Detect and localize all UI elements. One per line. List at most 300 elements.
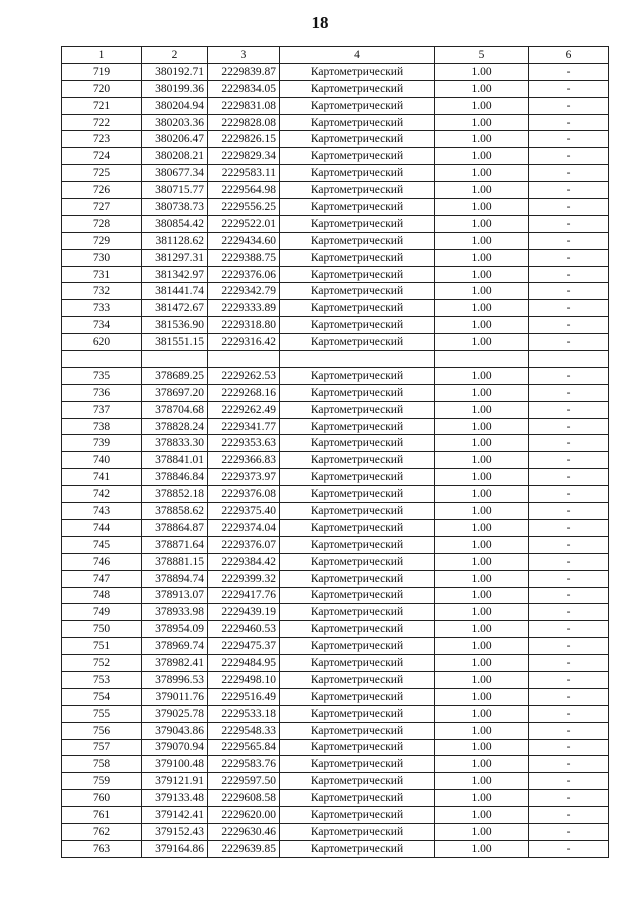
y-coordinate-cell: 2229399.32 xyxy=(208,570,280,587)
point-number-cell: 749 xyxy=(62,604,142,621)
error-cell: 1.00 xyxy=(435,232,529,249)
table-row xyxy=(62,671,609,688)
note-cell: - xyxy=(529,114,609,131)
error-cell: 1.00 xyxy=(435,638,529,655)
method-cell: Картометрический xyxy=(280,604,435,621)
y-coordinate-cell: 2229828.08 xyxy=(208,114,280,131)
error-cell: 1.00 xyxy=(435,418,529,435)
error-cell: 1.00 xyxy=(435,503,529,520)
note-cell: - xyxy=(529,756,609,773)
table-row xyxy=(62,148,609,165)
y-coordinate-cell: 2229384.42 xyxy=(208,553,280,570)
x-coordinate-cell: 381297.31 xyxy=(142,249,208,266)
method-cell: Картометрический xyxy=(280,688,435,705)
method-cell: Картометрический xyxy=(280,283,435,300)
column-header: 6 xyxy=(529,47,609,64)
table-row xyxy=(62,334,609,351)
method-cell: Картометрический xyxy=(280,705,435,722)
table-row xyxy=(62,840,609,857)
error-cell: 1.00 xyxy=(435,519,529,536)
point-number-cell: 756 xyxy=(62,722,142,739)
table-row xyxy=(62,401,609,418)
table-row xyxy=(62,266,609,283)
y-coordinate-cell: 2229829.34 xyxy=(208,148,280,165)
error-cell: 1.00 xyxy=(435,739,529,756)
note-cell: - xyxy=(529,232,609,249)
method-cell: Картометрический xyxy=(280,823,435,840)
table-row xyxy=(62,604,609,621)
point-number-cell: 725 xyxy=(62,165,142,182)
y-coordinate-cell: 2229268.16 xyxy=(208,384,280,401)
table-row xyxy=(62,114,609,131)
error-cell: 1.00 xyxy=(435,131,529,148)
x-coordinate-cell: 380854.42 xyxy=(142,215,208,232)
column-header: 2 xyxy=(142,47,208,64)
method-cell: Картометрический xyxy=(280,570,435,587)
table-row xyxy=(62,638,609,655)
error-cell: 1.00 xyxy=(435,334,529,351)
error-cell: 1.00 xyxy=(435,773,529,790)
error-cell: 1.00 xyxy=(435,114,529,131)
x-coordinate-cell: 378996.53 xyxy=(142,671,208,688)
y-coordinate-cell: 2229475.37 xyxy=(208,638,280,655)
y-coordinate-cell: 2229834.05 xyxy=(208,80,280,97)
error-cell: 1.00 xyxy=(435,199,529,216)
point-number-cell: 750 xyxy=(62,621,142,638)
method-cell: Картометрический xyxy=(280,655,435,672)
point-number-cell: 752 xyxy=(62,655,142,672)
point-number-cell: 719 xyxy=(62,63,142,80)
method-cell: Картометрический xyxy=(280,503,435,520)
x-coordinate-cell: 380203.36 xyxy=(142,114,208,131)
error-cell: 1.00 xyxy=(435,317,529,334)
x-coordinate-cell: 378852.18 xyxy=(142,486,208,503)
note-cell: - xyxy=(529,536,609,553)
note-cell: - xyxy=(529,131,609,148)
point-number-cell: 730 xyxy=(62,249,142,266)
method-cell: Картометрический xyxy=(280,452,435,469)
table-row xyxy=(62,249,609,266)
note-cell: - xyxy=(529,722,609,739)
error-cell: 1.00 xyxy=(435,553,529,570)
x-coordinate-cell: 381472.67 xyxy=(142,300,208,317)
x-coordinate-cell: 380677.34 xyxy=(142,165,208,182)
x-coordinate-cell: 378982.41 xyxy=(142,655,208,672)
note-cell: - xyxy=(529,97,609,114)
method-cell: Картометрический xyxy=(280,317,435,334)
method-cell: Картометрический xyxy=(280,80,435,97)
coordinates-table xyxy=(61,46,609,858)
error-cell: 1.00 xyxy=(435,604,529,621)
method-cell: Картометрический xyxy=(280,384,435,401)
point-number-cell: 726 xyxy=(62,182,142,199)
table-row xyxy=(62,655,609,672)
x-coordinate-cell: 381551.15 xyxy=(142,334,208,351)
point-number-cell: 741 xyxy=(62,469,142,486)
point-number-cell: 759 xyxy=(62,773,142,790)
note-cell: - xyxy=(529,435,609,452)
note-cell: - xyxy=(529,739,609,756)
error-cell: 1.00 xyxy=(435,621,529,638)
note-cell: - xyxy=(529,519,609,536)
x-coordinate-cell: 379164.86 xyxy=(142,840,208,857)
y-coordinate-cell: 2229516.49 xyxy=(208,688,280,705)
page-number: 18 xyxy=(311,13,329,32)
x-coordinate-cell: 379133.48 xyxy=(142,790,208,807)
y-coordinate-cell: 2229262.53 xyxy=(208,367,280,384)
table-row xyxy=(62,570,609,587)
y-coordinate-cell: 2229374.04 xyxy=(208,519,280,536)
point-number-cell: 736 xyxy=(62,384,142,401)
point-number-cell: 721 xyxy=(62,97,142,114)
note-cell: - xyxy=(529,503,609,520)
error-cell: 1.00 xyxy=(435,283,529,300)
error-cell: 1.00 xyxy=(435,165,529,182)
note-cell: - xyxy=(529,199,609,216)
x-coordinate-cell: 378969.74 xyxy=(142,638,208,655)
y-coordinate-cell: 2229375.40 xyxy=(208,503,280,520)
point-number-cell: 755 xyxy=(62,705,142,722)
method-cell: Картометрический xyxy=(280,334,435,351)
error-cell: 1.00 xyxy=(435,705,529,722)
error-cell: 1.00 xyxy=(435,587,529,604)
x-coordinate-cell: 378881.15 xyxy=(142,553,208,570)
point-number-cell: 737 xyxy=(62,401,142,418)
note-cell: - xyxy=(529,705,609,722)
note-cell: - xyxy=(529,317,609,334)
method-cell: Картометрический xyxy=(280,418,435,435)
error-cell: 1.00 xyxy=(435,384,529,401)
x-coordinate-cell: 379152.43 xyxy=(142,823,208,840)
y-coordinate-cell: 2229318.80 xyxy=(208,317,280,334)
point-number-cell xyxy=(62,351,142,368)
x-coordinate-cell: 380715.77 xyxy=(142,182,208,199)
y-coordinate-cell: 2229597.50 xyxy=(208,773,280,790)
note-cell: - xyxy=(529,553,609,570)
x-coordinate-cell: 381441.74 xyxy=(142,283,208,300)
y-coordinate-cell: 2229548.33 xyxy=(208,722,280,739)
table-row xyxy=(62,469,609,486)
point-number-cell: 732 xyxy=(62,283,142,300)
point-number-cell: 746 xyxy=(62,553,142,570)
table-row xyxy=(62,215,609,232)
note-cell: - xyxy=(529,773,609,790)
y-coordinate-cell: 2229630.46 xyxy=(208,823,280,840)
note-cell: - xyxy=(529,165,609,182)
y-coordinate-cell: 2229341.77 xyxy=(208,418,280,435)
table-row xyxy=(62,367,609,384)
note-cell: - xyxy=(529,688,609,705)
note-cell: - xyxy=(529,300,609,317)
error-cell: 1.00 xyxy=(435,688,529,705)
y-coordinate-cell: 2229376.06 xyxy=(208,266,280,283)
x-coordinate-cell: 378954.09 xyxy=(142,621,208,638)
note-cell: - xyxy=(529,182,609,199)
table-row xyxy=(62,199,609,216)
table-row xyxy=(62,182,609,199)
method-cell: Картометрический xyxy=(280,587,435,604)
x-coordinate-cell: 380192.71 xyxy=(142,63,208,80)
table-row xyxy=(62,722,609,739)
error-cell: 1.00 xyxy=(435,148,529,165)
error-cell: 1.00 xyxy=(435,452,529,469)
point-number-cell: 722 xyxy=(62,114,142,131)
method-cell: Картометрический xyxy=(280,114,435,131)
point-number-cell: 729 xyxy=(62,232,142,249)
method-cell: Картометрический xyxy=(280,232,435,249)
method-cell: Картометрический xyxy=(280,840,435,857)
method-cell: Картометрический xyxy=(280,671,435,688)
note-cell: - xyxy=(529,807,609,824)
y-coordinate-cell: 2229826.15 xyxy=(208,131,280,148)
method-cell: Картометрический xyxy=(280,215,435,232)
x-coordinate-cell: 378933.98 xyxy=(142,604,208,621)
table-row xyxy=(62,807,609,824)
point-number-cell: 720 xyxy=(62,80,142,97)
x-coordinate-cell: 379070.94 xyxy=(142,739,208,756)
method-cell: Картометрический xyxy=(280,739,435,756)
note-cell: - xyxy=(529,334,609,351)
note-cell: - xyxy=(529,655,609,672)
table-body xyxy=(62,63,609,857)
note-cell: - xyxy=(529,80,609,97)
error-cell: 1.00 xyxy=(435,401,529,418)
error-cell: 1.00 xyxy=(435,807,529,824)
point-number-cell: 747 xyxy=(62,570,142,587)
point-number-cell: 743 xyxy=(62,503,142,520)
point-number-cell: 739 xyxy=(62,435,142,452)
error-cell: 1.00 xyxy=(435,266,529,283)
method-cell: Картометрический xyxy=(280,131,435,148)
error-cell: 1.00 xyxy=(435,840,529,857)
point-number-cell: 753 xyxy=(62,671,142,688)
y-coordinate-cell: 2229342.79 xyxy=(208,283,280,300)
point-number-cell: 740 xyxy=(62,452,142,469)
point-number-cell: 728 xyxy=(62,215,142,232)
x-coordinate-cell: 381536.90 xyxy=(142,317,208,334)
y-coordinate-cell: 2229439.19 xyxy=(208,604,280,621)
x-coordinate-cell: 380208.21 xyxy=(142,148,208,165)
x-coordinate-cell xyxy=(142,351,208,368)
table-row xyxy=(62,519,609,536)
y-coordinate-cell: 2229564.98 xyxy=(208,182,280,199)
point-number-cell: 745 xyxy=(62,536,142,553)
error-cell: 1.00 xyxy=(435,722,529,739)
point-number-cell: 744 xyxy=(62,519,142,536)
y-coordinate-cell: 2229522.01 xyxy=(208,215,280,232)
y-coordinate-cell: 2229484.95 xyxy=(208,655,280,672)
table-row xyxy=(62,384,609,401)
note-cell: - xyxy=(529,469,609,486)
method-cell: Картометрический xyxy=(280,435,435,452)
point-number-cell: 727 xyxy=(62,199,142,216)
method-cell: Картометрический xyxy=(280,300,435,317)
table-row xyxy=(62,688,609,705)
y-coordinate-cell: 2229316.42 xyxy=(208,334,280,351)
x-coordinate-cell: 378833.30 xyxy=(142,435,208,452)
note-cell: - xyxy=(529,486,609,503)
y-coordinate-cell: 2229376.08 xyxy=(208,486,280,503)
method-cell: Картометрический xyxy=(280,638,435,655)
point-number-cell: 731 xyxy=(62,266,142,283)
y-coordinate-cell: 2229460.53 xyxy=(208,621,280,638)
point-number-cell: 724 xyxy=(62,148,142,165)
note-cell: - xyxy=(529,570,609,587)
x-coordinate-cell: 379025.78 xyxy=(142,705,208,722)
note-cell: - xyxy=(529,148,609,165)
y-coordinate-cell: 2229620.00 xyxy=(208,807,280,824)
table-row xyxy=(62,63,609,80)
note-cell: - xyxy=(529,249,609,266)
table-row xyxy=(62,621,609,638)
point-number-cell: 723 xyxy=(62,131,142,148)
method-cell: Картометрический xyxy=(280,266,435,283)
note-cell: - xyxy=(529,63,609,80)
x-coordinate-cell: 378841.01 xyxy=(142,452,208,469)
x-coordinate-cell: 379011.76 xyxy=(142,688,208,705)
method-cell: Картометрический xyxy=(280,536,435,553)
table-row xyxy=(62,435,609,452)
y-coordinate-cell: 2229583.11 xyxy=(208,165,280,182)
point-number-cell: 620 xyxy=(62,334,142,351)
y-coordinate-cell: 2229262.49 xyxy=(208,401,280,418)
point-number-cell: 751 xyxy=(62,638,142,655)
table-row xyxy=(62,823,609,840)
note-cell: - xyxy=(529,840,609,857)
note-cell: - xyxy=(529,418,609,435)
note-cell: - xyxy=(529,367,609,384)
y-coordinate-cell: 2229434.60 xyxy=(208,232,280,249)
point-number-cell: 757 xyxy=(62,739,142,756)
table-row xyxy=(62,283,609,300)
table-row xyxy=(62,232,609,249)
note-cell: - xyxy=(529,266,609,283)
method-cell: Картометрический xyxy=(280,249,435,266)
table-row xyxy=(62,351,609,368)
y-coordinate-cell: 2229388.75 xyxy=(208,249,280,266)
method-cell: Картометрический xyxy=(280,182,435,199)
point-number-cell: 733 xyxy=(62,300,142,317)
method-cell: Картометрический xyxy=(280,621,435,638)
x-coordinate-cell: 379121.91 xyxy=(142,773,208,790)
error-cell: 1.00 xyxy=(435,182,529,199)
table-row xyxy=(62,418,609,435)
point-number-cell: 735 xyxy=(62,367,142,384)
point-number-cell: 734 xyxy=(62,317,142,334)
note-cell: - xyxy=(529,384,609,401)
error-cell: 1.00 xyxy=(435,486,529,503)
point-number-cell: 748 xyxy=(62,587,142,604)
point-number-cell: 738 xyxy=(62,418,142,435)
error-cell: 1.00 xyxy=(435,435,529,452)
y-coordinate-cell: 2229376.07 xyxy=(208,536,280,553)
method-cell: Картометрический xyxy=(280,165,435,182)
note-cell: - xyxy=(529,823,609,840)
y-coordinate-cell: 2229366.83 xyxy=(208,452,280,469)
method-cell: Картометрический xyxy=(280,148,435,165)
table-row xyxy=(62,97,609,114)
column-header: 3 xyxy=(208,47,280,64)
table-row xyxy=(62,705,609,722)
x-coordinate-cell: 379043.86 xyxy=(142,722,208,739)
table-row xyxy=(62,165,609,182)
error-cell: 1.00 xyxy=(435,215,529,232)
point-number-cell: 763 xyxy=(62,840,142,857)
error-cell xyxy=(435,351,529,368)
x-coordinate-cell: 380206.47 xyxy=(142,131,208,148)
y-coordinate-cell: 2229373.97 xyxy=(208,469,280,486)
method-cell: Картометрический xyxy=(280,63,435,80)
note-cell: - xyxy=(529,452,609,469)
y-coordinate-cell: 2229583.76 xyxy=(208,756,280,773)
method-cell: Картометрический xyxy=(280,807,435,824)
note-cell: - xyxy=(529,283,609,300)
error-cell: 1.00 xyxy=(435,570,529,587)
table-row xyxy=(62,553,609,570)
x-coordinate-cell: 380204.94 xyxy=(142,97,208,114)
y-coordinate-cell xyxy=(208,351,280,368)
y-coordinate-cell: 2229608.58 xyxy=(208,790,280,807)
x-coordinate-cell: 380738.73 xyxy=(142,199,208,216)
error-cell: 1.00 xyxy=(435,97,529,114)
error-cell: 1.00 xyxy=(435,469,529,486)
x-coordinate-cell: 378871.64 xyxy=(142,536,208,553)
method-cell: Картометрический xyxy=(280,790,435,807)
note-cell: - xyxy=(529,621,609,638)
method-cell: Картометрический xyxy=(280,367,435,384)
x-coordinate-cell: 378858.62 xyxy=(142,503,208,520)
table-row xyxy=(62,300,609,317)
method-cell: Картометрический xyxy=(280,519,435,536)
table-row xyxy=(62,131,609,148)
error-cell: 1.00 xyxy=(435,823,529,840)
note-cell: - xyxy=(529,604,609,621)
error-cell: 1.00 xyxy=(435,655,529,672)
table-row xyxy=(62,452,609,469)
point-number-cell: 761 xyxy=(62,807,142,824)
point-number-cell: 754 xyxy=(62,688,142,705)
y-coordinate-cell: 2229839.87 xyxy=(208,63,280,80)
table-row xyxy=(62,317,609,334)
note-cell xyxy=(529,351,609,368)
method-cell: Картометрический xyxy=(280,97,435,114)
y-coordinate-cell: 2229565.84 xyxy=(208,739,280,756)
method-cell: Картометрический xyxy=(280,722,435,739)
table-row xyxy=(62,790,609,807)
error-cell: 1.00 xyxy=(435,80,529,97)
method-cell: Картометрический xyxy=(280,486,435,503)
error-cell: 1.00 xyxy=(435,756,529,773)
table-row xyxy=(62,486,609,503)
y-coordinate-cell: 2229533.18 xyxy=(208,705,280,722)
y-coordinate-cell: 2229417.76 xyxy=(208,587,280,604)
method-cell: Картометрический xyxy=(280,756,435,773)
method-cell: Картометрический xyxy=(280,469,435,486)
x-coordinate-cell: 378828.24 xyxy=(142,418,208,435)
x-coordinate-cell: 381342.97 xyxy=(142,266,208,283)
point-number-cell: 760 xyxy=(62,790,142,807)
table-row xyxy=(62,503,609,520)
x-coordinate-cell: 378864.87 xyxy=(142,519,208,536)
table-row xyxy=(62,773,609,790)
error-cell: 1.00 xyxy=(435,300,529,317)
x-coordinate-cell: 381128.62 xyxy=(142,232,208,249)
note-cell: - xyxy=(529,790,609,807)
point-number-cell: 762 xyxy=(62,823,142,840)
table-header-row xyxy=(62,47,609,64)
method-cell xyxy=(280,351,435,368)
note-cell: - xyxy=(529,401,609,418)
